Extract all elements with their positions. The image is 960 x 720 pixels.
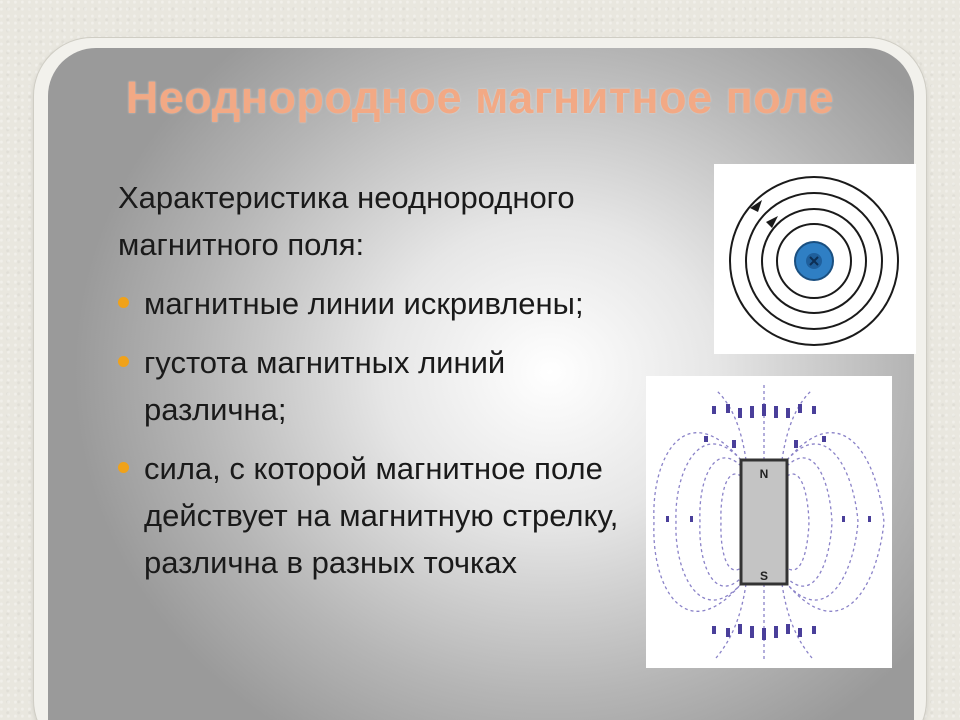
field-line: [787, 474, 809, 570]
field-line: [787, 458, 832, 586]
bullet-item: [118, 280, 638, 327]
bullet-icon: [118, 462, 129, 473]
bullet-icon: [118, 297, 129, 308]
field-line: [700, 458, 741, 586]
bullet-text: сила, с которой магнитное поле действует на магнитную стрелку, различна в разных точках: [144, 451, 619, 580]
field-line: [787, 444, 858, 600]
wire-field-diagram: [714, 164, 916, 354]
bar-magnet-figure: [646, 376, 892, 668]
bullet-item: [118, 445, 638, 586]
field-line: [782, 584, 812, 658]
bullet-icon: [118, 356, 129, 367]
bullet-list: [118, 280, 638, 586]
field-line: [676, 444, 741, 600]
bullet-text: магнитные линии искривлены;: [144, 286, 584, 321]
slide-body: [118, 174, 638, 598]
field-line: [721, 474, 741, 570]
intro-text: Характеристика неоднородного магнитного поля:: [118, 180, 575, 262]
bar-magnet-diagram: [646, 376, 892, 668]
south-pole-label: S: [759, 569, 769, 583]
bullet-text: густота магнитных линий различна;: [144, 345, 506, 427]
north-pole-label: N: [759, 467, 769, 481]
wire-field-figure: [714, 164, 916, 354]
slide-title: Неоднородное магнитное поле: [125, 72, 835, 123]
bullet-item: [118, 339, 638, 433]
